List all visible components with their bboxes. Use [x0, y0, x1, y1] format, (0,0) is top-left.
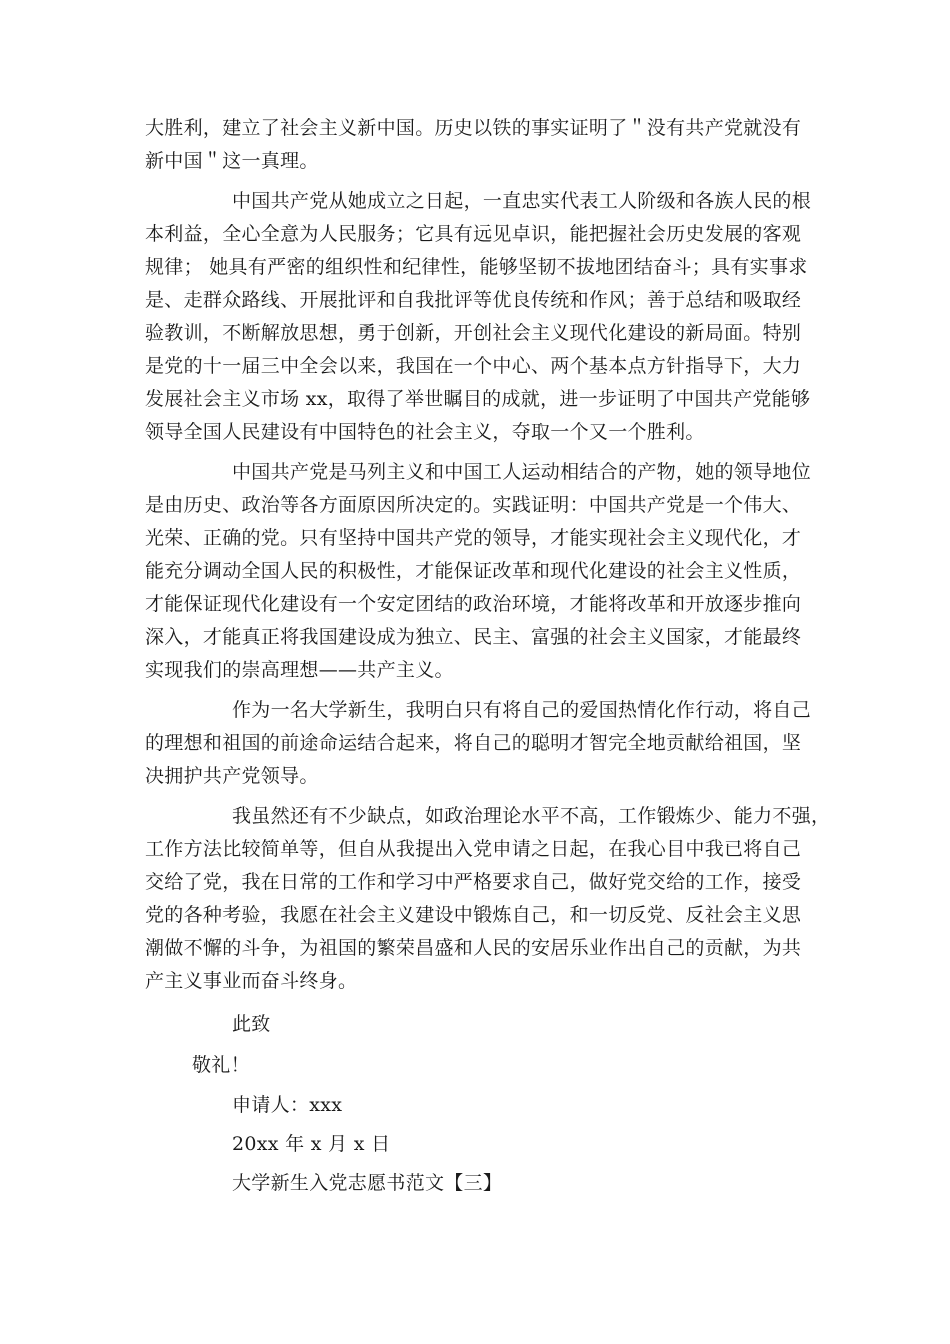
paragraph4-line-3: 决拥护共产党领导。	[145, 765, 319, 787]
paragraph4-line-1: 作为一名大学新生，我明白只有将自己的爱国热情化作行动，将自己	[232, 699, 812, 721]
paragraph2-line-1: 中国共产党从她成立之日起，一直忠实代表工人阶级和各族人民的根	[232, 190, 812, 212]
paragraph3-line-6: 深入，才能真正将我国建设成为独立、民主、富强的社会主义国家，才能最终	[145, 626, 802, 648]
paragraph5-line-3: 交给了党，我在日常的工作和学习中严格要求自己，做好党交给的工作，接受	[145, 871, 802, 893]
paragraph2-line-6: 是党的十一届三中全会以来，我国在一个中心、两个基本点方针指导下，大力	[145, 355, 802, 377]
paragraph5-line-2: 工作方法比较简单等，但自从我提出入党申请之日起，在我心目中我已将自己	[145, 838, 802, 860]
paragraph3-line-1: 中国共产党是马列主义和中国工人运动相结合的产物，她的领导地位	[232, 461, 812, 483]
paragraph4-line-2: 的理想和祖国的前途命运结合起来，将自己的聪明才智完全地贡献给祖国，坚	[145, 732, 802, 754]
closing-date: 20xx 年 x 月 x 日	[232, 1133, 391, 1155]
paragraph3-line-5: 才能保证现代化建设有一个安定团结的政治环境，才能将改革和开放逐步推向	[145, 593, 802, 615]
paragraph5-line-5: 潮做不懈的斗争，为祖国的繁荣昌盛和人民的安居乐业作出自己的贡献，为共	[145, 937, 802, 959]
paragraph2-line-5: 验教训，不断解放思想，勇于创新，开创社会主义现代化建设的新局面。特别	[145, 322, 802, 344]
paragraph3-line-2: 是由历史、政治等各方面原因所决定的。实践证明：中国共产党是一个伟大、	[145, 494, 802, 516]
paragraph5-line-1: 我虽然还有不少缺点，如政治理论水平不高，工作锻炼少、能力不强，	[232, 805, 831, 827]
closing-applicant: 申请人：xxx	[232, 1094, 343, 1116]
paragraph2-line-3: 规律； 她具有严密的组织性和纪律性，能够坚韧不拔地团结奋斗；具有实事求	[145, 256, 808, 278]
paragraph2-line-2: 本利益，全心全意为人民服务；它具有远见卓识，能把握社会历史发展的客观	[145, 223, 802, 245]
paragraph5-line-6: 产主义事业而奋斗终身。	[145, 970, 358, 992]
next-section-heading: 大学新生入党志愿书范文【三】	[232, 1172, 503, 1194]
paragraph3-line-7: 实现我们的崇高理想——共产主义。	[145, 659, 454, 681]
paragraph2-line-4: 是、走群众路线、开展批评和自我批评等优良传统和作风；善于总结和吸取经	[145, 289, 802, 311]
paragraph2-line-8: 领导全国人民建设有中国特色的社会主义，夺取一个又一个胜利。	[145, 421, 705, 443]
closing-salute: 敬礼！	[192, 1054, 250, 1076]
paragraph1-line-2: 新中国＂这一真理。	[145, 150, 319, 172]
paragraph3-line-3: 光荣、正确的党。只有坚持中国共产党的领导，才能实现社会主义现代化，才	[145, 527, 802, 549]
paragraph1-line-1: 大胜利，建立了社会主义新中国。历史以铁的事实证明了＂没有共产党就没有	[145, 117, 802, 139]
paragraph2-line-7: 发展社会主义市场 xx，取得了举世瞩目的成就，进一步证明了中国共产党能够	[145, 388, 811, 410]
paragraph5-line-4: 党的各种考验，我愿在社会主义建设中锻炼自己，和一切反党、反社会主义思	[145, 904, 802, 926]
closing-respectfully: 此致	[232, 1013, 271, 1035]
paragraph3-line-4: 能充分调动全国人民的积极性，才能保证改革和现代化建设的社会主义性质，	[145, 560, 802, 582]
